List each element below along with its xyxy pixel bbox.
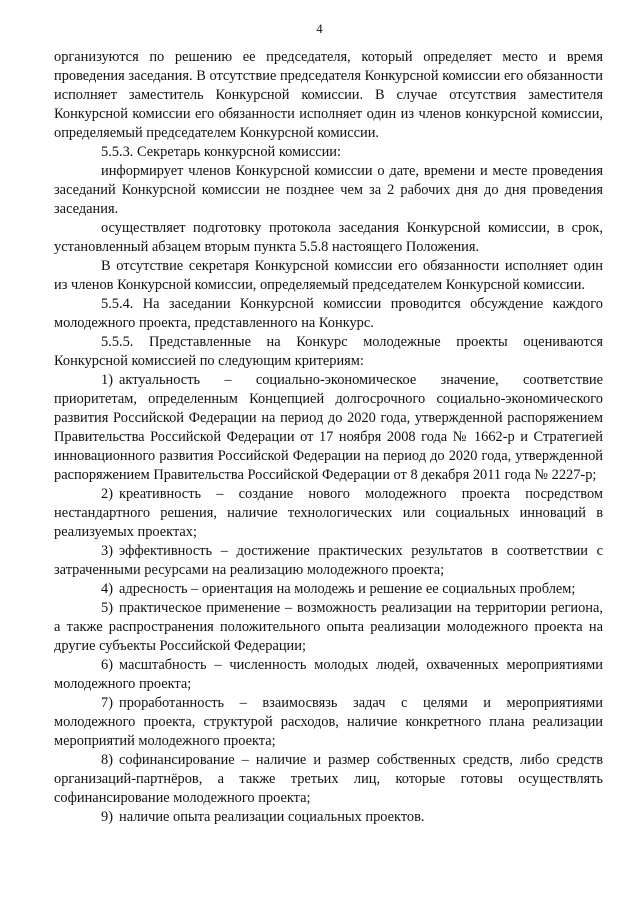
criterion-number: 6) bbox=[101, 657, 113, 673]
paragraph-secretary-informs: информирует членов Конкурсной комиссии о дате, времени и месте проведения заседаний Конкурсной комиссии не позднее чем за 2 рабочих дня до дня проведения заседания. bbox=[54, 163, 603, 217]
criterion-number: 4) bbox=[101, 581, 113, 597]
criterion-item bbox=[54, 542, 603, 580]
criterion-number: 5) bbox=[101, 600, 113, 616]
paragraph-secretary-protocol: осуществляет подготовку протокола заседания Конкурсной комиссии, в срок, установленный абзацем вторым пункта 5.5.8 настоящего Положения. bbox=[54, 220, 603, 255]
criterion-item bbox=[54, 751, 603, 808]
paragraph-secretary-absence: В отсутствие секретаря Конкурсной комиссии его обязанности исполняет один из членов Конкурсной комиссии, определяемый председателем Конкурсной комиссии. bbox=[54, 258, 603, 293]
document-body bbox=[54, 48, 603, 827]
clause-5-5-3-heading: 5.5.3. Секретарь конкурсной комиссии: bbox=[101, 144, 342, 160]
criterion-number: 1) bbox=[101, 372, 113, 388]
criterion-item bbox=[54, 580, 603, 599]
criterion-text: актуальность – социально-экономическое значение, соответствие приоритетам, определенным Концепцией долгосрочного социально-экономического развития Российской Федерации на период до 2020 года, утвержденной распоряжением Правительства Российской Федерации от 17 ноября 2008 года № 1662-р и Стратегией инновационного развития Российской Федерации на период до 2020 года, утвержденной распоряжением Правительства Российской Федерации от 8 декабря 2011 года № 2227-р; bbox=[54, 372, 603, 483]
criterion-item bbox=[54, 599, 603, 656]
criterion-text: масштабность – численность молодых людей, охваченных мероприятиями молодежного проекта; bbox=[54, 657, 603, 692]
clause-5-5-4: 5.5.4. На заседании Конкурсной комиссии проводится обсуждение каждого молодежного проекта, представленного на Конкурс. bbox=[54, 296, 603, 331]
criterion-number: 7) bbox=[101, 695, 113, 711]
criterion-item bbox=[54, 808, 603, 827]
criterion-item bbox=[54, 656, 603, 694]
criterion-number: 3) bbox=[101, 543, 113, 559]
criterion-text: адресность – ориентация на молодежь и решение ее социальных проблем; bbox=[119, 581, 576, 597]
criterion-number: 9) bbox=[101, 809, 113, 825]
criterion-text: софинансирование – наличие и размер собственных средств, либо средств организаций-партнёров, а также третьих лиц, которые готовы осуществлять софинансирование молодежного проекта; bbox=[54, 752, 603, 806]
criterion-item bbox=[54, 485, 603, 542]
criterion-item bbox=[54, 694, 603, 751]
criterion-text: практическое применение – возможность реализации на территории региона, а также распространения положительного опыта реализации молодежного проекта на другие субъекты Российской Федерации; bbox=[54, 600, 603, 654]
criterion-number: 2) bbox=[101, 486, 113, 502]
clause-5-5-5: 5.5.5. Представленные на Конкурс молодежные проекты оцениваются Конкурсной комиссией по следующим критериям: bbox=[54, 334, 603, 369]
paragraph-meeting-procedure: организуются по решению ее председателя, который определяет место и время проведения заседания. В отсутствие председателя Конкурсной комиссии его обязанности исполняет заместитель Конкурсной комиссии. В случае отсутствия заместителя Конкурсной комиссии его обязанности исполняет один из членов конкурсной комиссии, определяемый председателем Конкурсной комиссии. bbox=[54, 49, 603, 141]
criterion-item bbox=[54, 371, 603, 485]
criterion-text: креативность – создание нового молодежного проекта посредством нестандартного решения, наличие технологических или социальных инноваций в реализуемых проектах; bbox=[54, 486, 603, 540]
criterion-text: проработанность – взаимосвязь задач с целями и мероприятиями молодежного проекта, структурой расходов, наличие конкретного плана реализации мероприятий молодежного проекта; bbox=[54, 695, 603, 749]
page-number: 4 bbox=[316, 22, 323, 36]
criterion-number: 8) bbox=[101, 752, 113, 768]
criterion-text: наличие опыта реализации социальных проектов. bbox=[119, 809, 425, 825]
criterion-text: эффективность – достижение практических результатов в соответствии с затраченными ресурсами на реализацию молодежного проекта; bbox=[54, 543, 603, 578]
